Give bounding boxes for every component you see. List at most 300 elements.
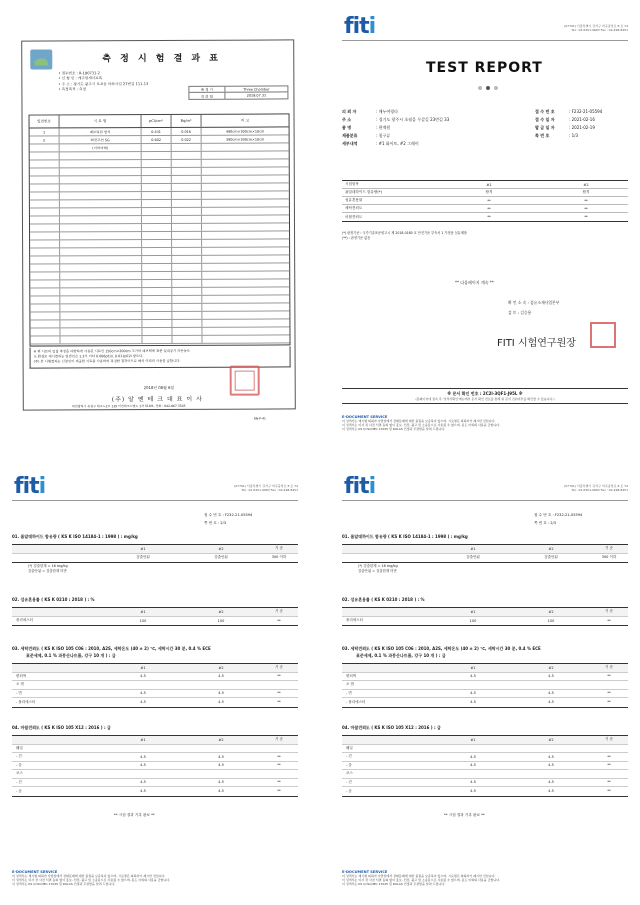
table-cell <box>202 239 289 246</box>
col-header: #1 <box>140 737 146 742</box>
fiti-logo <box>344 474 375 499</box>
test-report-detail-page <box>330 460 640 905</box>
section-notes <box>28 564 68 574</box>
logo-text: fit <box>344 14 369 39</box>
table-cell <box>60 176 142 183</box>
field-key: 제품분류 <box>342 133 358 138</box>
table-cell: 4-5 <box>218 763 224 768</box>
table-cell: ** <box>277 780 281 785</box>
signature-block <box>508 298 559 318</box>
table-cell <box>172 320 202 327</box>
table-cell <box>202 199 289 206</box>
table-cell: ** <box>277 754 281 759</box>
table-row <box>12 554 298 563</box>
table-cell: 변퇴색 <box>16 673 27 678</box>
institute-name: FITI 시험연구원장 <box>497 338 576 349</box>
col-header: #1 <box>140 609 146 614</box>
header-rule <box>12 500 298 501</box>
table-cell: 4-5 <box>218 700 224 705</box>
table-cell <box>30 184 60 191</box>
table-row <box>342 213 628 221</box>
col-header: 시 료 명 <box>60 115 142 127</box>
table-cell: 300 이하 <box>601 555 617 560</box>
table-row <box>12 673 298 682</box>
table-header <box>12 545 298 554</box>
table-cell <box>60 232 142 239</box>
table-cell: 폴리에스터 <box>16 618 33 623</box>
table-row <box>12 753 298 762</box>
fiber-table <box>342 607 628 626</box>
table-cell: 코스 <box>16 771 23 776</box>
table-cell: 합격 <box>582 190 590 194</box>
field-value: : 2021-02-16 <box>569 117 595 122</box>
table-cell <box>142 200 172 207</box>
table-cell <box>202 159 289 166</box>
table-cell <box>172 312 202 319</box>
table-cell <box>172 184 202 191</box>
table-cell <box>172 216 202 223</box>
fiti-logo <box>344 14 375 39</box>
table-cell: 폴리에스터 <box>346 618 363 623</box>
table-cell <box>60 272 142 279</box>
header-rule <box>342 500 628 501</box>
table-cell <box>202 311 289 318</box>
table-cell: ** <box>607 780 611 785</box>
table-cell: ** <box>277 691 281 696</box>
fiti-contact <box>518 24 628 32</box>
table-cell <box>142 328 172 335</box>
table-cell: ** <box>607 618 611 623</box>
table-cell <box>202 271 289 278</box>
table-cell <box>202 143 289 150</box>
table-row <box>12 690 298 699</box>
table-cell: - 습 <box>346 788 352 793</box>
edoc-line: 이 성적서는 이사 전 사전 서면 동의 없이 홍보, 선전, 광고 및 소송용으로 사용될 수 없으며, 용도 이외의 사용을 금합니다. <box>12 878 171 882</box>
table-cell: 390cm×390cm×10cm <box>225 137 265 142</box>
table-cell: 100 <box>547 618 555 623</box>
table-cell <box>60 280 142 287</box>
logo-text: fit <box>14 474 39 499</box>
table-cell <box>142 280 172 287</box>
section-title: 04. 마찰견뢰도 ( KS K ISO 105 X12 : 2016 ) : 급 <box>342 725 441 730</box>
table-header <box>30 114 289 128</box>
formaldehyde-table <box>342 544 628 563</box>
table-cell <box>202 295 289 302</box>
table-cell: 4-5 <box>548 763 554 768</box>
table-cell: 100 <box>217 618 225 623</box>
table-cell <box>60 264 142 271</box>
section-title: 01. 폼알데하이드 함유량 ( KS K ISO 14184-1 : 1998 ) : mg/kg <box>12 534 138 539</box>
table-cell: 섬유혼용률 <box>345 198 363 202</box>
section-title: 03. 세탁견뢰도 ( KS K ISO 105 C06 : 2010, A2S, 세탁온도 (40 ± 2) ℃, 세탁시간 30 분, 0.4 % ECE <box>12 646 211 651</box>
edoc-line: 이 성적서는 재시험 의뢰자 사람일에서 전화문제에 대한 품질을 보증하지 않으며, 시료명은 의뢰자가 제시한 것입니다. <box>342 874 496 878</box>
carousel-dots <box>478 86 498 90</box>
col-header: 기 준 <box>605 609 613 614</box>
table-cell <box>60 288 142 295</box>
table-cell <box>172 280 202 287</box>
col-header: #1 <box>486 182 492 187</box>
table-row <box>30 335 289 344</box>
meta-line: • 접수번호 : R-180731-2 <box>58 71 100 76</box>
table-row <box>342 197 628 205</box>
test-report-cover-page <box>330 0 640 445</box>
table-cell <box>202 319 289 326</box>
table-cell <box>172 208 202 215</box>
table-cell <box>60 168 142 175</box>
table-cell <box>142 176 172 183</box>
table-row <box>342 673 628 682</box>
table-cell <box>30 304 60 311</box>
note-line: 검출안됨 = 검출한계 미만 <box>358 569 397 574</box>
table-cell <box>202 231 289 238</box>
table-cell: 0.431 <box>142 128 172 135</box>
table-cell: 4-5 <box>140 700 146 705</box>
table-cell <box>142 144 172 151</box>
company-logo <box>30 49 52 69</box>
col-header: 기 준 <box>275 609 283 614</box>
table-cell: ** <box>607 789 611 794</box>
note-line: (*) 검출한계 = 16 mg/kg <box>28 564 68 568</box>
table-cell <box>202 327 289 334</box>
field-key: 주 소 <box>342 117 352 122</box>
certificate-title: 측 정 시 험 결 과 표 <box>102 53 221 65</box>
contact-line: (07791) 서울특별시 강서구 마곡중앙로 8 로 74 <box>564 484 628 488</box>
sign-line: 검 토 : 김승용 <box>508 310 532 315</box>
table-cell <box>142 160 172 167</box>
table-row <box>342 698 628 707</box>
edoc-line: 이 성적서는 KS Q ISO/IEC 17025 및 KOLAS 인정과 무관함을 알려 드립니다. <box>342 427 446 431</box>
table-cell: 4-5 <box>470 700 476 705</box>
table-cell: ** <box>487 215 491 219</box>
table-cell <box>172 296 202 303</box>
table-cell: ** <box>584 206 588 211</box>
col-header: 일련번호 <box>30 115 60 127</box>
contact-line: Tel : 02-6301-9663 Fax : 02-498-8451 <box>571 28 628 33</box>
edoc-line: 이 성적서는 재시험 의뢰자 사람일에서 전화문제에 대한 품질을 보증하지 않으며, 시료명은 의뢰자가 제시한 것입니다. <box>342 419 496 423</box>
field-value: : 편액원 <box>376 125 391 130</box>
edoc-title: E-DOCUMENT SERVICE <box>342 415 388 419</box>
edoc-line: 이 성적서는 이사 전 사전 서면 동의 없이 홍보, 선전, 광고 및 소송용으로 사용될 수 없으며, 용도 이외의 사용을 금합니다. <box>342 878 501 882</box>
table-cell <box>60 304 142 311</box>
table-cell <box>172 152 202 159</box>
meta-right-box <box>188 85 288 99</box>
table-cell: 검출안됨 <box>214 555 228 560</box>
table-cell <box>202 263 289 270</box>
summary-footnotes <box>342 231 467 241</box>
table-cell: 100 <box>139 618 147 623</box>
meta-value: Three Chamber <box>243 87 270 92</box>
col-header: pCi/cm² <box>142 115 172 127</box>
col-header: #1 <box>470 609 476 614</box>
section-notes <box>358 564 398 574</box>
col-header: 기 준 <box>605 665 613 670</box>
table-cell: 4-5 <box>548 780 554 785</box>
table-cell <box>30 328 60 335</box>
table-cell: - 습 <box>346 762 352 767</box>
field-value: : #1 화이트, #2 그레이 <box>376 141 419 146</box>
table-cell <box>202 335 289 342</box>
table-cell <box>172 256 202 263</box>
info-line: 접 수 번 호 : F232-21-05594 <box>534 513 583 517</box>
table-row <box>342 690 628 699</box>
table-cell: 0.602 <box>142 136 172 143</box>
table-cell: ** <box>584 215 588 219</box>
table-row <box>12 681 298 690</box>
table-cell <box>142 336 172 343</box>
logo-text: fit <box>344 474 369 499</box>
summary-table <box>342 180 628 222</box>
field-value: : 매누여링타 <box>376 109 398 114</box>
table-cell: 0.016 <box>172 128 202 135</box>
table-cell: 오 염 <box>16 682 24 687</box>
meta-line: • 주 소 : 경기도 광주시 오포읍 마차사길 27번길 111-13 <box>58 81 149 87</box>
table-cell <box>60 208 142 215</box>
table-row <box>342 753 628 762</box>
table-cell <box>142 168 172 175</box>
note-line: ※ 위 시료의 입장 측정을 다양하게 사용된 시료인 150cm×200cm 크기의 패브릭에 표준 실내공기 라돈농도 <box>33 348 190 354</box>
field-key: 품 명 <box>342 125 352 130</box>
table-cell: 4-5 <box>140 789 146 794</box>
edoc-title: E-DOCUMENT SERVICE <box>12 870 58 874</box>
table-cell <box>142 296 172 303</box>
table-cell <box>142 256 172 263</box>
table-cell <box>202 175 289 182</box>
table-cell: 4-5 <box>548 754 554 759</box>
table-cell <box>142 152 172 159</box>
table-cell <box>30 272 60 279</box>
table-cell <box>172 144 202 151</box>
table-cell: - 습 <box>16 788 22 793</box>
table-cell <box>202 191 289 198</box>
table-cell <box>30 144 60 151</box>
table-cell <box>142 208 172 215</box>
edoc-title: E-DOCUMENT SERVICE <box>342 870 388 874</box>
table-cell <box>30 208 60 215</box>
col-header: #1 <box>470 737 476 742</box>
col-header: 기 준 <box>275 546 283 551</box>
table-cell: 4-5 <box>218 691 224 696</box>
company-seal <box>230 366 260 396</box>
table-cell: 4-5 <box>140 763 146 768</box>
table-row <box>342 554 628 563</box>
report-fields-left <box>342 108 449 148</box>
table-cell <box>172 288 202 295</box>
table-cell: 4-5 <box>548 691 554 696</box>
company-address: 대전광역시 유성구 테크노2로 139 이전테크노벨드 1차 510호, 전화 : 042-867-3545 <box>71 403 186 409</box>
table-cell: 폼알데하이드 함유량(*) <box>345 190 382 194</box>
table-cell <box>202 151 289 158</box>
table-cell: 300 이하 <box>271 555 287 560</box>
table-cell: ** <box>277 618 281 623</box>
table-cell <box>172 264 202 271</box>
table-cell: ** <box>487 206 491 211</box>
col-header: 시험항목 <box>345 182 359 186</box>
table-cell: 마찰견뢰도 <box>345 214 363 219</box>
col-header: 기 준 <box>275 665 283 670</box>
table-cell: 1 <box>30 128 60 135</box>
table-cell: 100 <box>469 618 477 623</box>
section-title: 03. 세탁견뢰도 ( KS K ISO 105 C06 : 2010, A2S, 세탁온도 (40 ± 2) ℃, 세탁시간 30 분, 0.4 % ECE <box>342 646 541 651</box>
edoc-line: 이 성적서는 이사 전 사전 서면 동의 없이 홍보, 선전, 광고 및 소송용으로 사용될 수 없으며, 용도 이외의 사용을 금합니다. <box>342 423 501 427</box>
col-header: #2 <box>218 609 224 614</box>
table-cell: - 습 <box>16 762 22 767</box>
contact-line: (07791) 서울특별시 강서구 마곡중앙로 8 로 74 <box>564 24 628 28</box>
fiti-logo <box>14 474 45 499</box>
formaldehyde-table <box>12 544 298 563</box>
table-cell <box>142 312 172 319</box>
meta-line: • 신 청 인 : 캐주얼세이프톡 <box>58 76 103 81</box>
table-cell <box>142 320 172 327</box>
table-cell: 0.022 <box>172 136 202 143</box>
table-cell <box>30 232 60 239</box>
table-cell: 화면쿠션 SG <box>60 136 142 143</box>
table-cell: 4-5 <box>548 789 554 794</box>
info-line: 접 수 번 호 : F232-21-05594 <box>204 513 253 517</box>
table-cell <box>172 240 202 247</box>
edoc-notice <box>12 870 298 886</box>
section-title-cont: 표준세제, 0.1 % 과붕산나트륨, 강구 10 개 ) : 급 <box>356 653 446 658</box>
meta-label: 측 정 기 <box>189 87 225 92</box>
table-cell <box>202 279 289 286</box>
table-cell: 4-5 <box>470 789 476 794</box>
table-cell <box>172 200 202 207</box>
table-cell <box>60 256 142 263</box>
table-cell: 4-5 <box>140 780 146 785</box>
table-cell <box>30 216 60 223</box>
table-cell <box>60 336 142 343</box>
col-header: Bq/m³ <box>172 115 202 127</box>
table-cell <box>142 216 172 223</box>
fiti-contact <box>518 484 628 492</box>
rub-fastness-table <box>342 735 628 797</box>
table-cell: - 면 <box>346 690 352 695</box>
table-cell <box>142 192 172 199</box>
table-cell <box>60 312 142 319</box>
meta-line: • 측정목적 : 측정 <box>58 87 87 92</box>
table-cell <box>142 232 172 239</box>
field-key: 접 수 일 자 <box>535 117 555 122</box>
edoc-line: 이 성적서는 KS Q ISO/IEC 17025 및 KOLAS 인정과 무관함을 알려 드립니다. <box>342 882 446 886</box>
table-cell: 4-5 <box>470 763 476 768</box>
table-cell: ** <box>607 674 611 679</box>
verification-box <box>342 388 628 404</box>
field-value: : 2021-02-19 <box>569 125 595 130</box>
table-cell <box>30 264 60 271</box>
table-cell <box>172 176 202 183</box>
table-cell: 오 염 <box>346 682 354 687</box>
table-cell: 4-5 <box>218 674 224 679</box>
detail-info <box>534 512 582 527</box>
wash-fastness-table <box>12 663 298 708</box>
company-name: (주) 알 엔 테 크 대 표 이 사 <box>111 395 203 404</box>
table-cell <box>30 248 60 255</box>
table-cell <box>202 303 289 310</box>
table-cell <box>142 224 172 231</box>
table-cell <box>202 207 289 214</box>
table-row <box>12 787 298 796</box>
field-value: : 1/3 <box>569 133 579 138</box>
table-cell: ** <box>487 198 491 203</box>
table-cell: ** <box>277 763 281 768</box>
institute-seal <box>590 322 616 348</box>
note-line: 도 환경로 제시결과는 일반인은 1.2가 이다 0.006pCi/l, 0.011pCi/l 방도다. <box>33 354 144 359</box>
table-cell <box>30 296 60 303</box>
table-cell: 4-5 <box>548 700 554 705</box>
edoc-line: 이 성적서는 재시험 의뢰자 사람일에서 전화문제에 대한 품질을 보증하지 않으며, 시료명은 의뢰자가 제시한 것입니다. <box>12 874 166 878</box>
table-cell <box>30 320 60 327</box>
table-cell <box>172 328 202 335</box>
table-cell <box>30 312 60 319</box>
end-text: ** 시험 결과 기록 완료 ** <box>444 813 485 817</box>
table-cell <box>202 287 289 294</box>
table-cell: 4-5 <box>218 789 224 794</box>
table-cell: - 건 <box>346 754 352 759</box>
contact-line: Tel : 02-6301-9663 Fax : 02-498-8451 <box>571 488 628 493</box>
table-cell: 합격 <box>485 190 493 194</box>
table-cell <box>30 240 60 247</box>
verify-sub: (홈페이지에 접속 후 '성적서확인'메뉴에서 문서 확인 번호를 통해 위 문서 진위여부를 확인할 수 있습니다.) <box>415 397 555 401</box>
table-cell <box>202 215 289 222</box>
table-header <box>12 736 298 745</box>
table-cell <box>30 160 60 167</box>
col-header: #2 <box>218 546 224 551</box>
table-cell <box>30 176 60 183</box>
field-key: 쪽 번 호 <box>535 133 550 138</box>
section-title: 04. 마찰견뢰도 ( KS K ISO 105 X12 : 2016 ) : 급 <box>12 725 111 730</box>
table-row <box>12 770 298 779</box>
table-cell: 4-5 <box>140 674 146 679</box>
table-cell: ** <box>277 700 281 705</box>
table-cell: 2 <box>30 136 60 143</box>
col-header: #2 <box>583 182 589 187</box>
table-cell: (이하여백) <box>60 144 142 151</box>
table-cell: 4-5 <box>470 691 476 696</box>
table-cell <box>142 272 172 279</box>
col-header: 기 준 <box>275 737 283 742</box>
info-line: 쪽 번 호 : 2/3 <box>534 520 556 525</box>
table-cell: 웨일 <box>16 745 23 750</box>
radon-certificate-page <box>21 39 296 421</box>
table-cell <box>60 320 142 327</box>
field-key: 의 뢰 자 <box>342 109 357 114</box>
meta-label: 의 뢰 일 <box>189 93 225 99</box>
table-body <box>342 189 628 221</box>
end-text: ** 시험 결과 기록 완료 ** <box>114 813 155 817</box>
table-cell <box>142 240 172 247</box>
table-row <box>342 770 628 779</box>
wash-fastness-table <box>342 663 628 708</box>
table-cell <box>30 256 60 263</box>
table-cell <box>172 224 202 231</box>
table-row <box>342 681 628 690</box>
table-row <box>342 205 628 213</box>
table-cell: 변퇴색 <box>346 673 357 678</box>
col-header: #2 <box>548 609 554 614</box>
table-row <box>342 762 628 771</box>
table-row <box>12 745 298 754</box>
table-cell <box>60 184 142 191</box>
table-cell <box>142 248 172 255</box>
table-cell: 세탁견뢰도 <box>345 206 363 210</box>
note-line: (주) 본 시험결과는 신청인이 제공한 시료를 사용하여 측정한 결과이므로 해석 이외의 사용을 금합니다. <box>33 359 181 364</box>
table-cell <box>30 288 60 295</box>
section-title: 01. 폼알데하이드 함유량 ( KS K ISO 14184-1 : 1998 ) : mg/kg <box>342 534 468 539</box>
table-cell: 웨일 <box>346 745 353 750</box>
col-header: #2 <box>218 665 224 670</box>
col-header: #2 <box>548 665 554 670</box>
note-line: 검출안됨 = 검출한계 미만 <box>28 569 67 574</box>
detail-info <box>204 512 252 527</box>
